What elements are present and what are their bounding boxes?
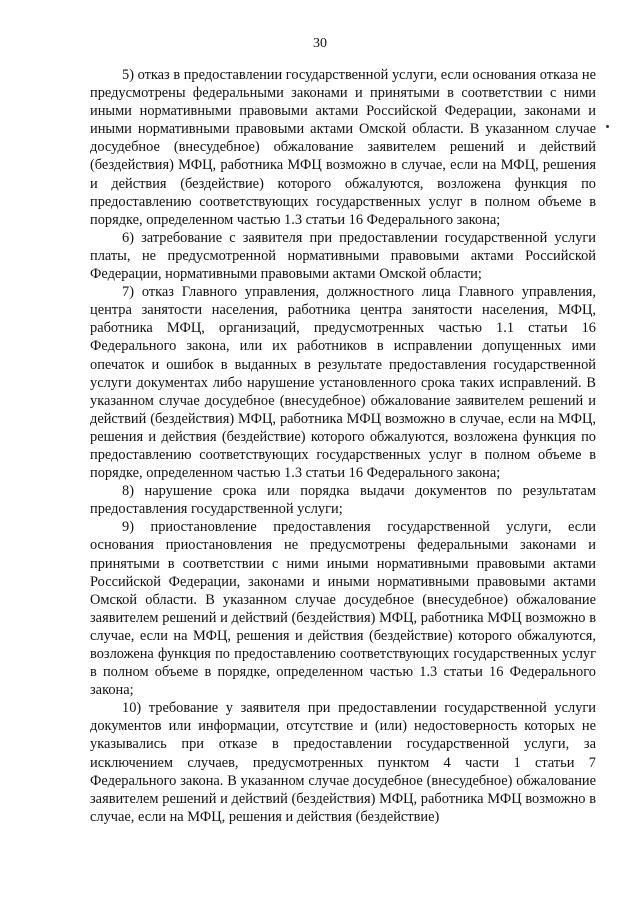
paragraph-item-9: 9) приостановление предоставления государственной услуги, если основания приостановления не предусмотрены федеральными законами и принятыми в соответствии с ними иными нормативными правовыми актами Российской Федерации, законами и иными нормативными правовыми актами Омской области. В указанном случае досудебное (внесудебное) обжалование заявителем решений и действий (бездействия) МФЦ, работника МФЦ возможно в случае, если на МФЦ, решения и действия (бездействие) которого обжалуются, возложена функция по предоставлению соответствующих государственных услуг в полном объеме в порядке, определенном частью 1.3 статьи 16 Федерального закона; <box>90 519 596 699</box>
paragraph-item-7: 7) отказ Главного управления, должностного лица Главного управления, центра занятости населения, работника центра занятости населения, МФЦ, работника МФЦ, организаций, предусмотренных частью 1.1 статьи 16 Федерального закона, или их работников в исправлении допущенных ими опечаток и ошибок в выданных в результате предоставления государственной услуги документах либо нарушение установленного срока таких исправлений. В указанном случае досудебное (внесудебное) обжалование заявителем решений и действий (бездействия) МФЦ, работника МФЦ возможно в случае, если на МФЦ, решения и действия (бездействие) которого обжалуются, возложена функция по предоставлению соответствующих государственных услуг в полном объеме в порядке, определенном частью 1.3 статьи 16 Федерального закона; <box>90 284 596 482</box>
paragraph-item-10: 10) требование у заявителя при предоставлении государственной услуги документов или информации, отсутствие и (или) недостоверность которых не указывались при отказе в предоставлении государственной услуги, за исключением случаев, предусмотренных пунктом 4 части 1 статьи 7 Федерального закона. В указанном случае досудебное (внесудебное) обжалование заявителем решений и действий (бездействия) МФЦ, работника МФЦ возможно в случае, если на МФЦ, решения и действия (бездействие) <box>90 700 596 825</box>
page-number: 30 <box>313 36 327 51</box>
document-body <box>90 66 596 826</box>
paragraph-item-5: 5) отказ в предоставлении государственной услуги, если основания отказа не предусмотрены федеральными законами и принятыми в соответствии с ними иными нормативными правовыми актами Российской Федерации, законами и иными нормативными правовыми актами Омской области. В указанном случае досудебное (внесудебное) обжалование заявителем решений и действий (бездействия) МФЦ, работника МФЦ возможно в случае, если на МФЦ, решения и действия (бездействие) которого обжалуются, возложена функция по предоставлению соответствующих государственных услуг в полном объеме в порядке, определенном частью 1.3 статьи 16 Федерального закона; <box>90 67 596 228</box>
paragraph-item-8: 8) нарушение срока или порядка выдачи документов по результатам предоставления государственной услуги; <box>90 483 596 518</box>
paragraph-item-6: 6) затребование с заявителя при предоставлении государственной услуги платы, не предусмотренной нормативными правовыми актами Российской Федерации, нормативными правовыми актами Омской области; <box>90 229 596 283</box>
scan-artifact-dot <box>606 125 609 128</box>
